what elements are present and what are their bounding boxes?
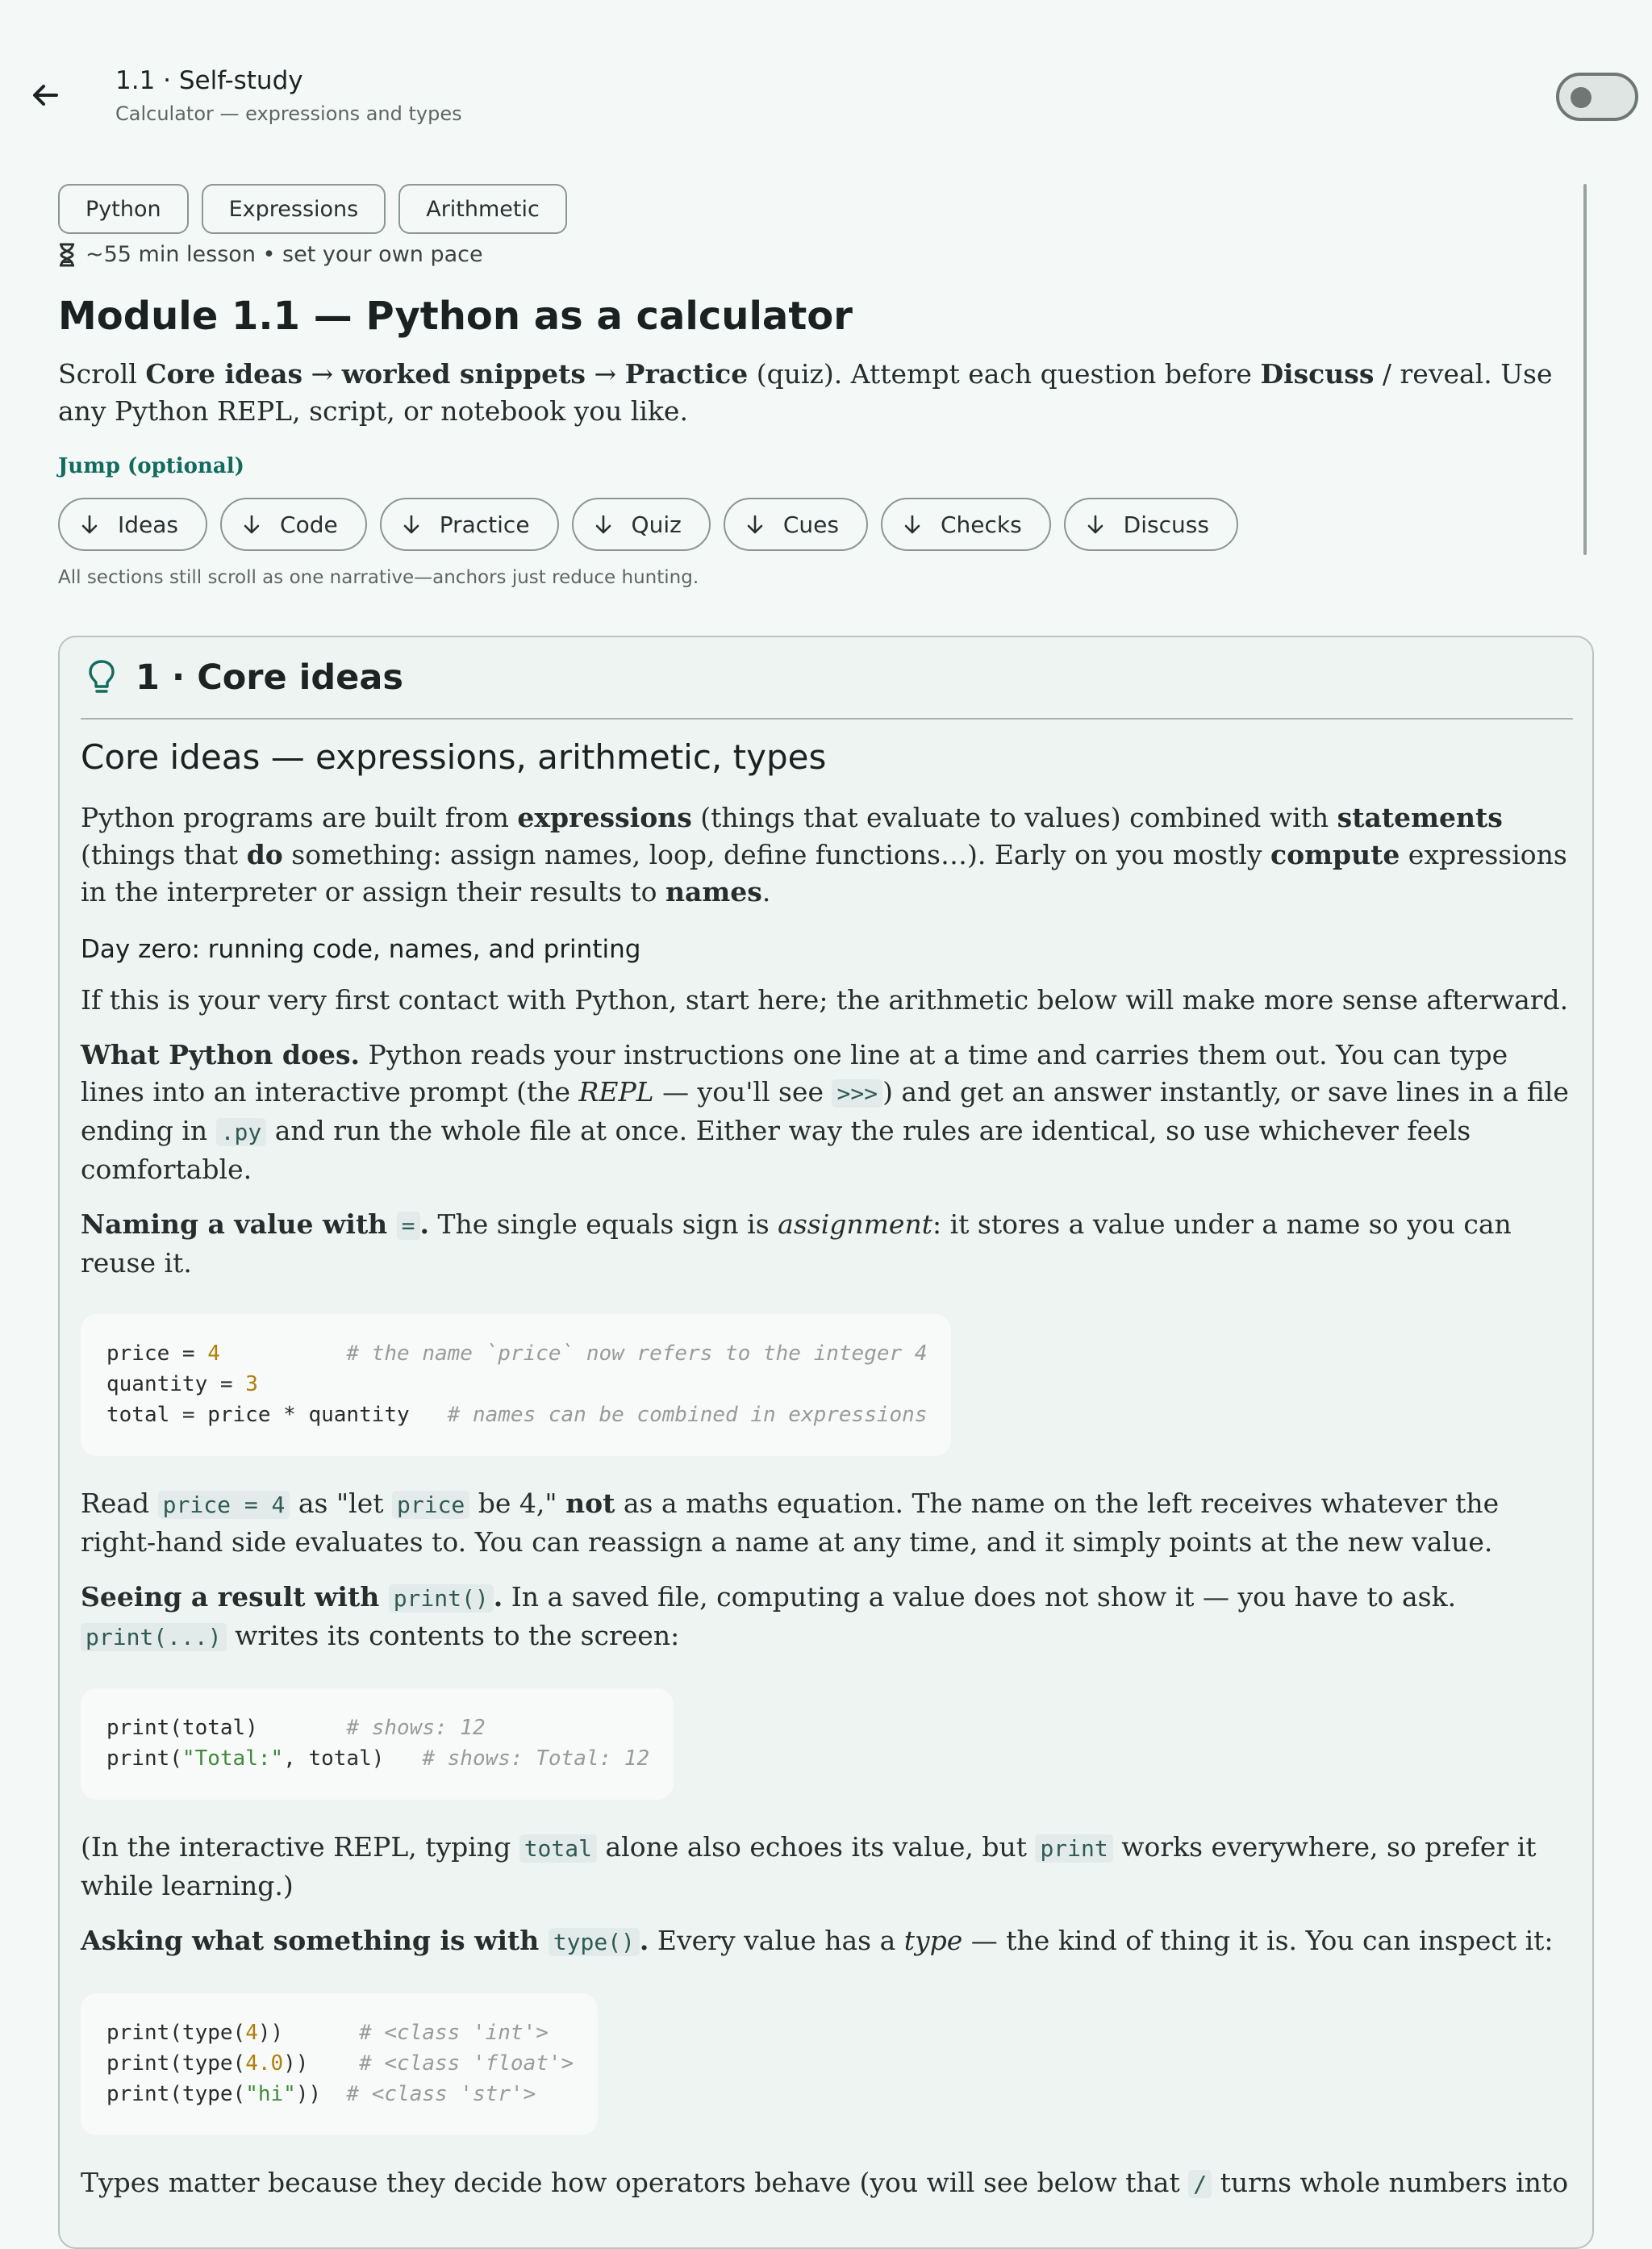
code-line: quantity = 3 [106, 1371, 258, 1396]
arrow-down-icon [745, 514, 766, 535]
inline-code: print [1035, 1834, 1112, 1863]
lesson-header [58, 184, 1594, 588]
jump-ideas-button[interactable] [58, 498, 207, 551]
code-line: print("Total:", total) # shows: Total: 12 [106, 1746, 650, 1771]
paragraph-print: Seeing a result with print() . In a saved file, computing a value does not show it — you have to ask. print(...) writes its contents to the screen: [81, 1580, 1457, 1651]
jump-cues-button[interactable] [724, 498, 868, 551]
mode-toggle[interactable] [1556, 73, 1638, 121]
jump-code-button[interactable] [220, 498, 367, 551]
jump-label-text: Practice [439, 511, 530, 538]
jump-nav [58, 498, 1594, 551]
tag-chip[interactable]: Expressions [202, 184, 386, 234]
jump-label-text: Code [280, 511, 338, 538]
jump-discuss-button[interactable] [1064, 498, 1238, 551]
jump-checks-button[interactable] [881, 498, 1051, 551]
code-line: print(type(4)) # <class 'int'> [106, 2020, 549, 2045]
tag-chip[interactable]: Python [58, 184, 189, 234]
section-title: 1 · Core ideas [136, 657, 403, 698]
jump-quiz-button[interactable] [572, 498, 711, 551]
paragraph-expressions: Python programs are built from expressions (things that evaluate to values) combined with statements (things that do something: assign names, loop, define functions…). Early on you mostly compute expressions in the interpreter or assign their results to names. [81, 801, 1567, 908]
code-block-assignment[interactable] [81, 1314, 951, 1456]
arrow-down-icon [241, 514, 262, 535]
jump-label: Jump (optional) [58, 454, 244, 479]
paragraph-read-price: Read price = 4 as "let price be 4," not as a maths equation. The name on the left receives whatever the right-hand side evaluates to. You can reassign a name at any time, and it simply points at the new value. [81, 1487, 1500, 1558]
jump-label-text: Discuss [1123, 511, 1209, 538]
core-ideas-section [58, 636, 1594, 2249]
duration-text: ~55 min lesson • set your own pace [86, 242, 483, 267]
code-line: print(total) # shows: 12 [106, 1715, 486, 1740]
module-title: Module 1.1 — Python as a calculator [58, 294, 853, 339]
inline-code: total [519, 1834, 597, 1863]
code-block-type[interactable] [81, 1993, 598, 2135]
paragraph-what-python-does: What Python does. Python reads your instructions one line at a time and carries them out. You can type lines into an interactive prompt (the REPL — you'll see >>> ) and get an answer instantly, or save lines in a file ending in .py and run the whole file at once. Either way the rules are identical, so use whichever feels comfortable. [81, 1038, 1569, 1185]
arrow-down-icon [593, 514, 614, 535]
inline-code: print() [389, 1584, 494, 1613]
code-line: total = price * quantity # names can be combined in expressions [106, 1402, 928, 1427]
inline-code: print(...) [81, 1623, 227, 1651]
jump-practice-button[interactable] [380, 498, 559, 551]
back-button[interactable] [21, 71, 69, 119]
section-header [81, 637, 1573, 720]
inline-code: = [397, 1212, 420, 1240]
paragraph-assignment: Naming a value with = . The single equals sign is assignment: it stores a value under a name so you can reuse it. [81, 1208, 1512, 1279]
page-subtitle: Calculator — expressions and types [115, 102, 462, 125]
arrow-down-icon [79, 514, 100, 535]
jump-label-text: Quiz [631, 511, 682, 538]
paragraph-type: Asking what something is with type() . Every value has a type — the kind of thing it is. You can inspect it: [81, 1924, 1554, 1956]
jump-label-text: Checks [940, 511, 1022, 538]
code-block-print[interactable] [81, 1688, 674, 1800]
paragraph-repl-note: (In the interactive REPL, typing total alone also echoes its value, but print works everywhere, so prefer it while learning.) [81, 1830, 1537, 1901]
code-line: price = 4 # the name `price` now refers to the integer 4 [106, 1341, 928, 1366]
inline-code: >>> [832, 1079, 882, 1108]
inline-code: type() [549, 1928, 640, 1956]
section-heading: Core ideas — expressions, arithmetic, types [81, 737, 827, 777]
page-title: 1.1 · Self-study [115, 66, 303, 95]
jump-label-text: Cues [782, 511, 839, 538]
inline-code: / [1188, 2170, 1212, 2198]
paragraph-first-contact: If this is your very first contact with Python, start here; the arithmetic below will make more sense afterward. [81, 983, 1569, 1016]
top-bar [0, 0, 1652, 161]
tag-chips [58, 184, 1594, 234]
inline-code: .py [216, 1118, 267, 1146]
toggle-knob [1571, 87, 1592, 108]
arrow-down-icon [1085, 514, 1106, 535]
arrow-down-icon [902, 514, 923, 535]
lightbulb-icon [86, 658, 118, 697]
duration-row [58, 242, 1594, 267]
paragraph-types-matter: Types matter because they decide how operators behave (you will see below that / turns whole numbers into [81, 2166, 1569, 2198]
arrow-left-icon [29, 79, 61, 111]
day-zero-heading: Day zero: running code, names, and printing [81, 934, 641, 964]
code-line: print(type("hi")) # <class 'str'> [106, 2081, 536, 2106]
section-body [81, 734, 1575, 2203]
tag-chip[interactable]: Arithmetic [398, 184, 567, 234]
arrow-down-icon [401, 514, 422, 535]
code-line: print(type(4.0)) # <class 'float'> [106, 2051, 574, 2076]
intro-text: Scroll Core ideas → worked snippets → Practice (quiz). Attempt each question before Discuss / reveal. Use any Python REPL, script, or notebook you like. [58, 358, 1553, 428]
jump-label-text: Ideas [118, 511, 179, 538]
inline-code: price = 4 [158, 1491, 290, 1519]
jump-note: All sections still scroll as one narrative—anchors just reduce hunting. [58, 567, 699, 589]
inline-code: price [392, 1491, 469, 1519]
hourglass-icon [58, 243, 76, 267]
